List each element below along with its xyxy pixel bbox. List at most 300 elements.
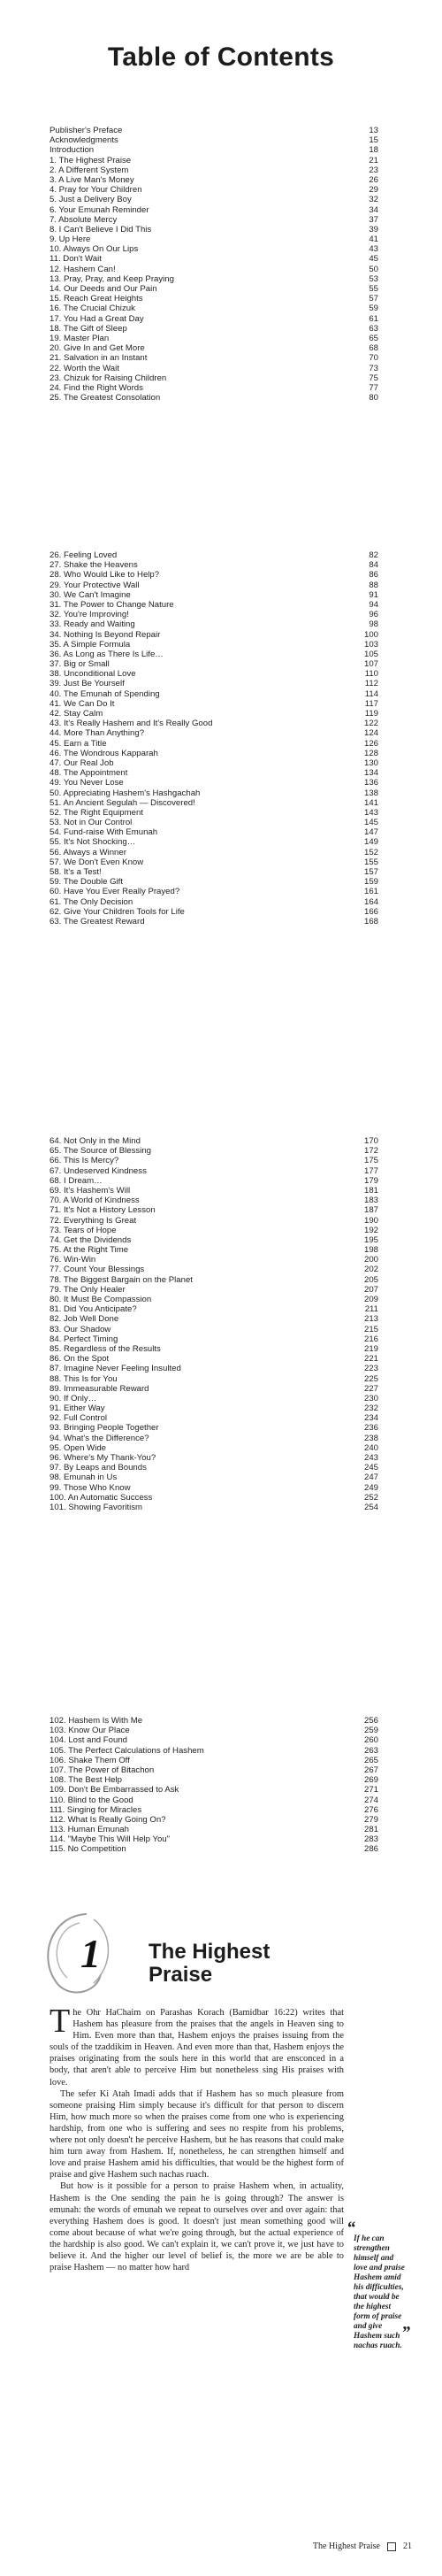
toc-entry-title: 73. Tears of Hope	[50, 1225, 117, 1235]
toc-entry-title: 99. Those Who Know	[50, 1482, 131, 1493]
toc-entry-page: 107	[363, 659, 378, 670]
toc-entry-title: 29. Your Protective Wall	[50, 580, 140, 590]
toc-entry-page: 73	[369, 363, 378, 373]
toc-entry-page: 238	[363, 1433, 378, 1443]
toc-entry-page: 252	[363, 1492, 378, 1503]
toc-entry-title: 112. What Is Really Going On?	[50, 1814, 166, 1825]
toc-entry-title: 110. Blind to the Good	[50, 1795, 133, 1805]
toc-entry[interactable]	[50, 1453, 378, 1463]
toc-entry-title: 25. The Greatest Consolation	[50, 393, 161, 404]
toc-entry-title: 63. The Greatest Reward	[50, 916, 145, 927]
toc-entry[interactable]	[50, 709, 378, 719]
toc-entry[interactable]	[50, 857, 378, 867]
page-title: Table of Contents	[107, 42, 335, 72]
toc-entry-title: 24. Find the Right Words	[50, 382, 143, 393]
toc-entry[interactable]	[50, 1765, 378, 1775]
toc-entry-title: 65. The Source of Blessing	[50, 1146, 152, 1157]
toc-entry[interactable]	[50, 570, 378, 580]
toc-entry[interactable]	[50, 768, 378, 778]
toc-entry-page: 155	[363, 857, 378, 867]
toc-entry[interactable]	[50, 383, 378, 393]
toc-entry[interactable]	[50, 126, 378, 135]
page-footer	[313, 2541, 412, 2551]
toc-entry[interactable]	[50, 254, 378, 264]
toc-block	[50, 1716, 378, 1855]
toc-entry-title: 88. This Is for You	[50, 1373, 118, 1384]
toc-entry[interactable]	[50, 1166, 378, 1176]
toc-entry-page: 145	[363, 818, 378, 828]
toc-entry-page: 213	[363, 1314, 378, 1325]
toc-entry[interactable]	[50, 1216, 378, 1226]
toc-entry-title: 69. It's Hashem's Will	[50, 1185, 131, 1196]
toc-entry-page: 21	[369, 155, 378, 165]
toc-entry-page: 13	[369, 126, 378, 135]
toc-entry-title: 30. We Can't Imagine	[50, 589, 131, 600]
toc-block	[50, 1136, 378, 1512]
toc-entry-title: 51. An Ancient Segulah — Discovered!	[50, 797, 195, 808]
toc-entry-page: 75	[369, 373, 378, 383]
toc-entry[interactable]	[50, 749, 378, 758]
toc-entry-title: 114. "Maybe This Will Help You"	[50, 1834, 171, 1845]
toc-entry-page: 77	[369, 382, 378, 393]
toc-entry[interactable]	[50, 1796, 378, 1805]
toc-entry[interactable]	[50, 619, 378, 629]
toc-entry[interactable]	[50, 827, 378, 837]
toc-entry-page: 195	[363, 1234, 378, 1245]
toc-entry[interactable]	[50, 1805, 378, 1815]
toc-entry-page: 219	[363, 1343, 378, 1354]
toc-entry[interactable]	[50, 304, 378, 313]
toc-entry[interactable]	[50, 364, 378, 373]
page-number: 21	[403, 2541, 412, 2551]
toc-entry[interactable]	[50, 1235, 378, 1245]
toc-entry-title: 55. It's Not Shocking…	[50, 837, 136, 848]
toc-entry[interactable]	[50, 1226, 378, 1235]
toc-entry[interactable]	[50, 1186, 378, 1196]
toc-entry-page: 249	[363, 1482, 378, 1493]
toc-entry[interactable]	[50, 225, 378, 235]
pull-quote	[347, 2218, 410, 2351]
toc-entry[interactable]	[50, 728, 378, 738]
toc-entry-page: 119	[364, 709, 378, 719]
toc-entry[interactable]	[50, 837, 378, 847]
toc-entry-page: 170	[363, 1136, 378, 1146]
toc-entry-page: 18	[369, 145, 378, 156]
toc-entry-title: 27. Shake the Heavens	[50, 560, 138, 571]
toc-entry-page: 26	[369, 174, 378, 185]
toc-entry[interactable]	[50, 1176, 378, 1186]
toc-entry-title: 6. Your Emunah Reminder	[50, 204, 149, 215]
toc-entry-title: 8. I Can't Believe I Did This	[50, 224, 152, 235]
toc-entry[interactable]	[50, 324, 378, 334]
toc-entry-title: 87. Imagine Never Feeling Insulted	[50, 1364, 181, 1374]
toc-entry[interactable]	[50, 669, 378, 679]
toc-entry[interactable]	[50, 917, 378, 927]
toc-entry-page: 149	[363, 837, 378, 848]
toc-entry-title: 43. It's Really Hashem and It's Really Good	[50, 719, 213, 729]
toc-entry[interactable]	[50, 284, 378, 294]
toc-entry[interactable]	[50, 788, 378, 798]
toc-entry-title: 89. Immeasurable Reward	[50, 1383, 149, 1394]
toc-entry-title: 75. At the Right Time	[50, 1245, 129, 1256]
toc-entry[interactable]	[50, 1136, 378, 1146]
toc-entry-title: 1. The Highest Praise	[50, 155, 132, 165]
toc-entry-title: 113. Human Emunah	[50, 1825, 129, 1835]
toc-entry-title: 64. Not Only in the Mind	[50, 1136, 141, 1146]
toc-entry[interactable]	[50, 1146, 378, 1156]
toc-entry-title: 37. Big or Small	[50, 659, 110, 670]
toc-entry[interactable]	[50, 887, 378, 896]
toc-entry-title: 11. Don't Wait	[50, 254, 102, 265]
toc-entry[interactable]	[50, 907, 378, 917]
toc-entry-title: 41. We Can Do It	[50, 698, 115, 709]
toc-entry[interactable]	[50, 145, 378, 155]
paragraph	[50, 2003, 344, 2088]
toc-entry-page: 61	[369, 313, 378, 324]
toc-entry-page: 143	[363, 807, 378, 818]
toc-entry[interactable]	[50, 699, 378, 709]
toc-entry-title: 60. Have You Ever Really Prayed?	[50, 887, 180, 897]
toc-entry-page: 117	[364, 698, 378, 709]
decorative-swirl-icon	[32, 1907, 120, 2004]
toc-entry[interactable]	[50, 1413, 378, 1423]
toc-entry-page: 260	[363, 1735, 378, 1746]
toc-entry[interactable]	[50, 215, 378, 225]
toc-entry[interactable]	[50, 739, 378, 749]
toc-entry-page: 166	[363, 906, 378, 917]
toc-entry[interactable]	[50, 1255, 378, 1265]
toc-entry-title: 105. The Perfect Calculations of Hashem	[50, 1745, 204, 1756]
toc-entry-title: 2. A Different System	[50, 165, 129, 175]
toc-entry[interactable]	[50, 1364, 378, 1373]
toc-entry-page: 168	[363, 916, 378, 927]
toc-entry-title: 115. No Competition	[50, 1844, 126, 1855]
toc-entry[interactable]	[50, 1384, 378, 1394]
toc-entry[interactable]	[50, 274, 378, 284]
toc-entry[interactable]	[50, 1354, 378, 1364]
toc-entry-title: 109. Don't Be Embarrassed to Ask	[50, 1785, 179, 1796]
toc-entry[interactable]	[50, 185, 378, 195]
toc-entry[interactable]	[50, 848, 378, 857]
toc-entry-title: 48. The Appointment	[50, 768, 128, 779]
toc-entry-page: 53	[369, 273, 378, 284]
toc-entry-title: 23. Chizuk for Raising Children	[50, 373, 167, 383]
toc-entry-title: 82. Job Well Done	[50, 1314, 119, 1325]
toc-entry-title: 81. Did You Anticipate?	[50, 1304, 137, 1315]
toc-entry-title: 36. As Long as There Is Life…	[50, 649, 164, 659]
toc-entry-title: 61. The Only Decision	[50, 896, 133, 907]
toc-entry-title: 92. Full Control	[50, 1413, 108, 1424]
toc-entry-title: 33. Ready and Waiting	[50, 619, 135, 630]
toc-entry-page: 164	[363, 896, 378, 907]
toc-entry-title: 9. Up Here	[50, 235, 91, 245]
toc-entry-title: 111. Singing for Miracles	[50, 1804, 142, 1815]
toc-entry-page: 152	[363, 847, 378, 857]
toc-entry-title: 76. Win-Win	[50, 1255, 96, 1265]
toc-entry-title: 45. Earn a Title	[50, 738, 107, 749]
toc-entry-page: 86	[369, 570, 378, 581]
toc-entry[interactable]	[50, 135, 378, 145]
toc-entry[interactable]	[50, 1275, 378, 1285]
toc-entry-title: 32. You're Improving!	[50, 610, 129, 620]
toc-entry[interactable]	[50, 1844, 378, 1854]
toc-entry-title: 13. Pray, Pray, and Keep Praying	[50, 273, 174, 284]
toc-entry-title: 100. An Automatic Success	[50, 1492, 153, 1503]
toc-entry[interactable]	[50, 1434, 378, 1443]
toc-entry-page: 209	[363, 1295, 378, 1304]
chapter-title-line: The Highest	[149, 1940, 271, 1964]
toc-entry-title: Acknowledgments	[50, 135, 118, 146]
toc-entry-title: 38. Unconditional Love	[50, 669, 136, 680]
toc-entry-title: 74. Get the Dividends	[50, 1234, 132, 1245]
toc-entry-title: 57. We Don't Even Know	[50, 857, 144, 867]
toc-entry-page: 57	[369, 294, 378, 304]
toc-entry-page: 227	[363, 1383, 378, 1394]
toc-entry-title: 77. Count Your Blessings	[50, 1265, 145, 1275]
toc-entry-page: 223	[363, 1364, 378, 1374]
toc-entry-title: 31. The Power to Change Nature	[50, 599, 174, 610]
toc-entry-page: 283	[363, 1834, 378, 1845]
toc-entry-page: 147	[363, 827, 378, 838]
toc-entry[interactable]	[50, 165, 378, 175]
toc-entry-page: 172	[363, 1146, 378, 1157]
toc-entry[interactable]	[50, 590, 378, 600]
toc-entry[interactable]	[50, 808, 378, 818]
toc-entry-title: 22. Worth the Wait	[50, 363, 119, 373]
toc-entry[interactable]	[50, 1285, 378, 1295]
toc-entry-page: 207	[363, 1284, 378, 1295]
toc-entry-title: 86. On the Spot	[50, 1354, 110, 1365]
toc-entry[interactable]	[50, 1344, 378, 1354]
toc-entry[interactable]	[50, 205, 378, 215]
toc-entry-title: 34. Nothing Is Beyond Repair	[50, 629, 161, 640]
toc-entry-page: 141	[363, 797, 378, 808]
toc-entry[interactable]	[50, 877, 378, 887]
toc-entry-page: 177	[363, 1165, 378, 1176]
toc-entry-page: 80	[369, 393, 378, 404]
toc-entry-title: Publisher's Preface	[50, 126, 123, 135]
toc-entry-title: 50. Appreciating Hashem's Hashgachah	[50, 788, 201, 798]
toc-entry-title: 93. Bringing People Together	[50, 1423, 159, 1434]
toc-entry[interactable]	[50, 1775, 378, 1785]
toc-entry[interactable]	[50, 1825, 378, 1834]
toc-entry-title: 44. More Than Anything?	[50, 728, 145, 739]
toc-entry[interactable]	[50, 1503, 378, 1512]
toc-entry-page: 128	[363, 748, 378, 758]
toc-entry-page: 130	[363, 757, 378, 768]
toc-entry-page: 202	[363, 1265, 378, 1275]
toc-entry-title: 98. Emunah in Us	[50, 1473, 118, 1483]
toc-entry-page: 254	[363, 1502, 378, 1512]
toc-entry-page: 215	[363, 1324, 378, 1334]
toc-entry[interactable]	[50, 353, 378, 363]
toc-entry[interactable]	[50, 265, 378, 274]
toc-entry-page: 45	[369, 254, 378, 265]
toc-entry[interactable]	[50, 1423, 378, 1433]
toc-entry[interactable]	[50, 659, 378, 669]
toc-entry[interactable]	[50, 630, 378, 640]
toc-entry[interactable]	[50, 1735, 378, 1745]
toc-entry[interactable]	[50, 195, 378, 204]
toc-entry[interactable]	[50, 1295, 378, 1304]
toc-entry-page: 110	[364, 669, 378, 680]
toc-entry-page: 247	[363, 1473, 378, 1483]
toc-entry[interactable]	[50, 758, 378, 768]
toc-entry-page: 267	[363, 1765, 378, 1775]
toc-entry-page: 205	[363, 1274, 378, 1285]
toc-entry-page: 126	[363, 738, 378, 749]
toc-entry-page: 276	[363, 1804, 378, 1815]
toc-entry[interactable]	[50, 1443, 378, 1453]
toc-entry[interactable]	[50, 818, 378, 827]
toc-entry[interactable]	[50, 1196, 378, 1205]
toc-entry[interactable]	[50, 1304, 378, 1314]
toc-entry[interactable]	[50, 1785, 378, 1795]
toc-entry-title: 56. Always a Winner	[50, 847, 126, 857]
toc-entry-title: 83. Our Shadow	[50, 1324, 111, 1334]
pull-quote-text: If he can strengthen himself and love and praise Hashem amid his difficulties, that would be the highest form of praise and give Hashem such nachas ruach.	[354, 2234, 405, 2350]
toc-entry[interactable]	[50, 581, 378, 590]
toc-entry-page: 159	[363, 877, 378, 888]
toc-entry[interactable]	[50, 294, 378, 304]
toc-entry-title: 49. You Never Lose	[50, 778, 124, 788]
toc-entry[interactable]	[50, 1156, 378, 1165]
toc-entry[interactable]	[50, 1403, 378, 1413]
toc-entry[interactable]	[50, 719, 378, 728]
toc-entry-page: 43	[369, 244, 378, 255]
toc-entry[interactable]	[50, 1493, 378, 1503]
toc-entry[interactable]	[50, 1756, 378, 1765]
toc-entry[interactable]	[50, 156, 378, 165]
toc-entry[interactable]	[50, 778, 378, 788]
toc-entry[interactable]	[50, 373, 378, 383]
toc-entry-page: 175	[363, 1156, 378, 1166]
paragraph-text: he Ohr HaChaim on Parashas Korach (Bamidbar 16:22) writes that Hashem has pleasure from the praises that the angels in Heaven sing to Him. Even more than that, Hashem enjoys the praises issuing from the souls of the tzaddikim in Heaven. And even more than that, Hashem enjoys the praises originating from the souls here in this world that are ensconced in a body, that aren't able to perceive Him but nonetheless sing His praises with love.	[50, 2008, 344, 2088]
toc-entry-page: 230	[363, 1393, 378, 1403]
toc-entry[interactable]	[50, 798, 378, 808]
toc-entry-title: 80. It Must Be Compassion	[50, 1295, 152, 1304]
quote-close-icon: ”	[401, 2323, 410, 2342]
toc-entry-page: 15	[369, 135, 378, 146]
toc-entry-page: 263	[363, 1745, 378, 1756]
toc-entry[interactable]	[50, 244, 378, 254]
toc-entry-page: 225	[363, 1373, 378, 1384]
toc-entry-title: 106. Shake Them Off	[50, 1755, 130, 1765]
toc-entry-page: 29	[369, 185, 378, 196]
toc-entry-page: 200	[363, 1255, 378, 1265]
toc-entry[interactable]	[50, 1245, 378, 1255]
toc-entry-page: 59	[369, 304, 378, 314]
toc-entry-title: 52. The Right Equipment	[50, 807, 143, 818]
toc-entry[interactable]	[50, 600, 378, 610]
toc-entry-page: 50	[369, 264, 378, 274]
toc-entry-title: 14. Our Deeds and Our Pain	[50, 284, 157, 294]
toc-entry[interactable]	[50, 393, 378, 403]
paragraph: The sefer Ki Atah Imadi adds that if Hashem has so much pleasure from someone praising Him simply because it's difficult for that person to discern Him, how much more so when the praises come from one who is experiencing hardship, from one who is suffering and sees no respite from his problems, where not only doesn't he perceive Hashem, but he has reasons that could make him turn away from Hashem. If, nonetheless, he can strengthen himself and love and praise Hashem amid his difficulties, that would be the highest form of praise and give Hashem such nachas ruach.	[50, 2088, 344, 2180]
toc-entry-title: 35. A Simple Formula	[50, 639, 131, 650]
toc-entry[interactable]	[50, 1314, 378, 1324]
toc-entry[interactable]	[50, 1394, 378, 1403]
toc-entry[interactable]	[50, 1746, 378, 1756]
toc-entry[interactable]	[50, 1483, 378, 1493]
toc-entry[interactable]	[50, 640, 378, 650]
toc-entry[interactable]	[50, 1726, 378, 1735]
toc-entry[interactable]	[50, 650, 378, 659]
toc-entry[interactable]	[50, 1374, 378, 1384]
toc-entry-page: 240	[363, 1442, 378, 1453]
toc-entry[interactable]	[50, 1205, 378, 1215]
toc-entry-page: 63	[369, 323, 378, 334]
toc-entry[interactable]	[50, 897, 378, 907]
toc-entry-title: 85. Regardless of the Results	[50, 1343, 161, 1354]
toc-entry-title: 66. This Is Mercy?	[50, 1156, 119, 1166]
toc-entry[interactable]	[50, 1716, 378, 1726]
toc-entry-page: 216	[363, 1334, 378, 1344]
toc-entry-page: 187	[363, 1205, 378, 1216]
toc-entry[interactable]	[50, 679, 378, 688]
toc-entry-title: 62. Give Your Children Tools for Life	[50, 906, 185, 917]
toc-entry-page: 122	[363, 719, 378, 729]
toc-entry-page: 274	[363, 1795, 378, 1805]
toc-entry-page: 134	[363, 768, 378, 779]
toc-entry[interactable]	[50, 1473, 378, 1482]
toc-entry[interactable]	[50, 560, 378, 570]
toc-entry-title: 10. Always On Our Lips	[50, 244, 139, 255]
toc-entry-title: 58. It's a Test!	[50, 867, 102, 877]
toc-entry[interactable]	[50, 610, 378, 619]
toc-entry-page: 221	[363, 1354, 378, 1365]
toc-entry-title: 16. The Crucial Chizuk	[50, 304, 135, 314]
toc-entry-page: 100	[363, 629, 378, 640]
toc-entry[interactable]	[50, 235, 378, 244]
toc-entry-page: 91	[369, 589, 378, 600]
toc-entry-title: 97. By Leaps and Bounds	[50, 1463, 147, 1473]
toc-entry[interactable]	[50, 1463, 378, 1473]
toc-entry-title: 15. Reach Great Heights	[50, 294, 143, 304]
toc-entry-title: 54. Fund-raise With Emunah	[50, 827, 158, 838]
toc-entry-page: 41	[369, 235, 378, 245]
toc-entry-page: 192	[363, 1225, 378, 1235]
toc-entry-page: 55	[369, 284, 378, 294]
toc-entry[interactable]	[50, 343, 378, 353]
toc-entry-page: 234	[363, 1413, 378, 1424]
toc-entry-page: 32	[369, 195, 378, 205]
toc-entry[interactable]	[50, 175, 378, 185]
toc-entry[interactable]	[50, 1815, 378, 1825]
toc-entry-title: 91. Either Way	[50, 1403, 105, 1414]
toc-entry[interactable]	[50, 689, 378, 699]
toc-entry[interactable]	[50, 1334, 378, 1344]
toc-entry-title: 42. Stay Calm	[50, 709, 103, 719]
toc-entry[interactable]	[50, 1325, 378, 1334]
toc-entry[interactable]	[50, 314, 378, 324]
toc-entry[interactable]	[50, 334, 378, 343]
toc-entry-page: 68	[369, 343, 378, 354]
toc-entry-title: 5. Just a Delivery Boy	[50, 195, 132, 205]
toc-entry-page: 84	[369, 560, 378, 571]
toc-entry-page: 138	[363, 788, 378, 798]
toc-entry[interactable]	[50, 1834, 378, 1844]
toc-entry[interactable]	[50, 867, 378, 877]
toc-entry-title: 18. The Gift of Sleep	[50, 323, 127, 334]
toc-block	[50, 550, 378, 927]
toc-entry[interactable]	[50, 550, 378, 560]
toc-entry-page: 70	[369, 353, 378, 364]
toc-entry[interactable]	[50, 1265, 378, 1274]
toc-entry-page: 94	[369, 599, 378, 610]
chapter-body	[50, 2003, 344, 2273]
toc-entry-page: 34	[369, 204, 378, 215]
